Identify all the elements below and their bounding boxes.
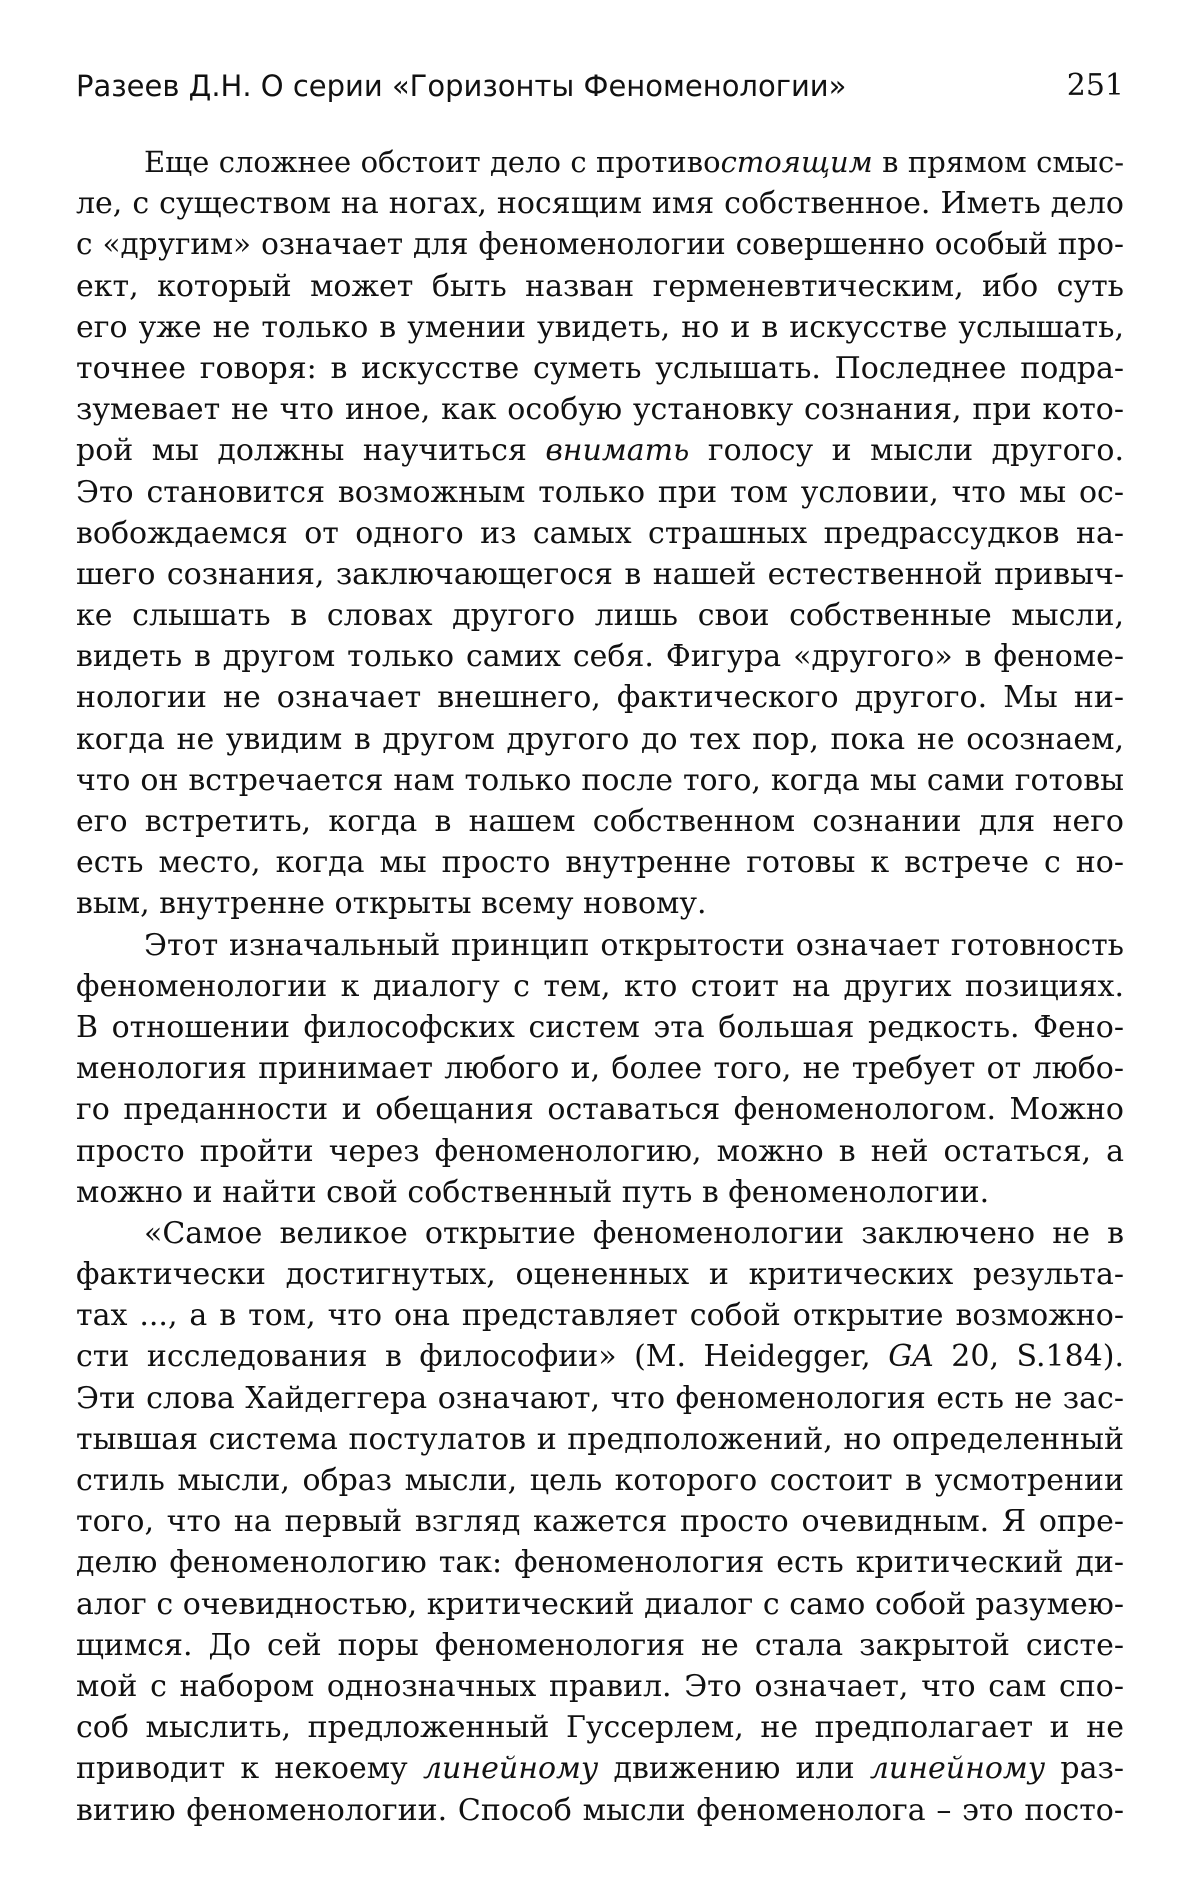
page-number: 251	[1066, 68, 1124, 103]
text-line: «Самое великое открытие феноменологии заключено не в	[144, 1215, 1124, 1251]
text-line: Еще сложнее обстоит дело с противостоящим в прямом смыс-	[144, 145, 1124, 179]
text-line: фактически достигнутых, оцененных и критических результа-	[76, 1257, 1124, 1293]
text-line: нологии не означает внешнего, фактического другого. Мы ни-	[76, 680, 1124, 716]
running-header	[76, 58, 1124, 114]
text-line: го преданности и обещания оставаться феноменологом. Можно	[76, 1092, 1124, 1128]
text-line: просто пройти через феноменологию, можно в ней остаться, а	[76, 1133, 1124, 1169]
text-line: зумевает не что иное, как особую установку сознания, при кото-	[76, 392, 1124, 428]
text-line: мой с набором однозначных правил. Это означает, что сам спо-	[76, 1668, 1124, 1704]
paragraph	[76, 1213, 1124, 1831]
text-line: шего сознания, заключающегося в нашей естественной привыч-	[76, 556, 1124, 592]
text-line: приводит к некоему линейному движению или линейному раз-	[76, 1751, 1124, 1787]
text-line: ке слышать в словах другого лишь свои собственные мысли,	[76, 598, 1124, 634]
text-line: делю феноменологию так: феноменология есть критический ди-	[76, 1545, 1124, 1581]
text-line: есть место, когда мы просто внутренне готовы к встрече с но-	[76, 845, 1124, 881]
text-line: стиль мысли, образ мысли, цель которого состоит в усмотрении	[76, 1463, 1124, 1498]
text-line: того, что на первый взгляд кажется просто очевидным. Я опре-	[76, 1504, 1124, 1540]
text-line: ле, с существом на ногах, носящим имя собственное. Иметь дело	[76, 186, 1124, 222]
text-line: можно и найти свой собственный путь в феноменологии.	[76, 1174, 990, 1210]
text-line: феноменологии к диалогу с тем, кто стоит на других позициях.	[76, 968, 1124, 1004]
body-text	[76, 142, 1124, 1831]
text-line: что он встречается нам только после того, когда мы сами готовы	[76, 762, 1124, 798]
text-line: с «другим» означает для феноменологии совершенно особый про-	[76, 227, 1124, 262]
paragraph	[76, 925, 1124, 1213]
text-line: алог с очевидностью, критический диалог с само собой разумею-	[76, 1586, 1124, 1622]
text-line: когда не увидим в другом другого до тех пор, пока не осознаем,	[76, 721, 1124, 757]
text-line: точнее говоря: в искусстве суметь услышать. Последнее подра-	[76, 350, 1124, 386]
text-line: щимся. До сей поры феноменология не стала закрытой систе-	[76, 1627, 1124, 1663]
text-line: рой мы должны научиться внимать голосу и мысли другого.	[76, 433, 1124, 469]
text-line: вым, внутренне открыты всему новому.	[76, 886, 707, 922]
text-line: ект, который может быть назван герменевтическим, ибо суть	[76, 268, 1124, 304]
text-line: видеть в другом только самих себя. Фигура «другого» в феноме-	[76, 639, 1124, 675]
text-line: его встретить, когда в нашем собственном сознании для него	[76, 804, 1124, 839]
text-line: тывшая система постулатов и предположений, но определенный	[76, 1421, 1124, 1457]
text-line: соб мыслить, предложенный Гуссерлем, не предполагает и не	[76, 1710, 1124, 1746]
paragraph	[76, 142, 1124, 925]
text-line: В отношении философских систем эта большая редкость. Фено-	[76, 1009, 1124, 1045]
text-line: его уже не только в умении увидеть, но и в искусстве услышать,	[76, 309, 1124, 345]
running-title: Разеев Д.Н. О серии «Горизонты Феноменологии»	[76, 69, 847, 103]
text-line: тах ..., а в том, что она представляет собой открытие возможно-	[76, 1298, 1124, 1334]
text-line: менология принимает любого и, более того, не требует от любо-	[76, 1051, 1124, 1087]
text-line: вобождаемся от одного из самых страшных предрассудков на-	[76, 515, 1124, 551]
text-line: Это становится возможным только при том условии, что мы ос-	[76, 474, 1124, 510]
text-line: витию феноменологии. Способ мысли феноменолога – это посто-	[76, 1792, 1124, 1828]
text-line: Этот изначальный принцип открытости означает готовность	[144, 927, 1124, 963]
text-line: Эти слова Хайдеггера означают, что феноменология есть не зас-	[76, 1380, 1124, 1416]
text-line: сти исследования в философии» (M. Heidegger, GA 20, S.184).	[76, 1339, 1124, 1375]
